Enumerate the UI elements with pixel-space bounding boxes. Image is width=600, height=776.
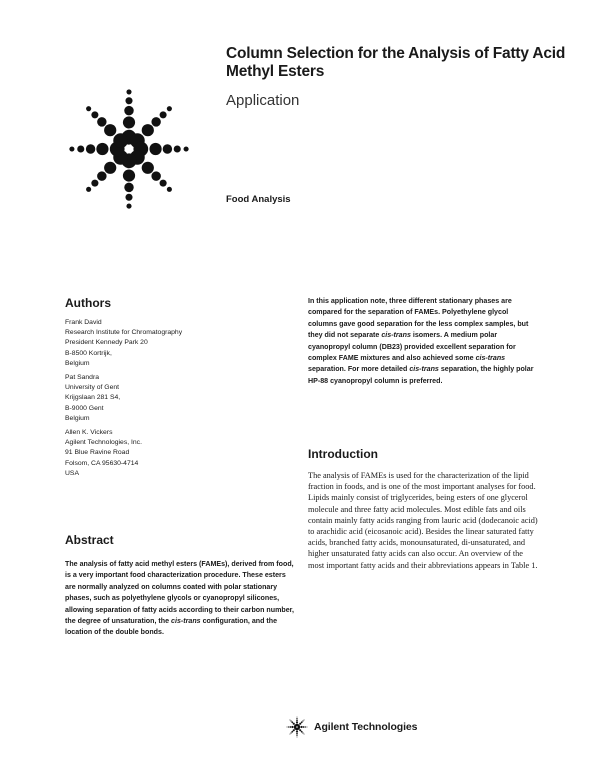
author-affiliation-line: University of Gent <box>65 384 120 392</box>
footer-brand <box>286 716 417 738</box>
author-block <box>65 318 285 369</box>
logo-dot <box>163 144 172 153</box>
logo-dot <box>104 162 116 174</box>
authors-heading: Authors <box>65 296 111 310</box>
logo-dot <box>291 721 293 723</box>
logo-dot <box>167 106 172 111</box>
abstract-heading: Abstract <box>65 533 114 547</box>
logo-dot <box>290 734 291 735</box>
logo-dot <box>301 726 303 728</box>
logo-dot <box>160 111 167 118</box>
author-affiliation-line: Belgium <box>65 414 90 422</box>
logo-dot <box>296 721 298 723</box>
author-name: Pat Sandra <box>65 374 100 382</box>
page-subtitle: Application <box>226 92 300 109</box>
logo-dot <box>288 726 289 727</box>
logo-dot <box>123 116 135 128</box>
logo-dot <box>151 117 160 126</box>
author-affiliation-line: 91 Blue Ravine Road <box>65 449 130 457</box>
introduction-heading: Introduction <box>308 447 378 461</box>
logo-dot <box>104 124 116 136</box>
logo-dot <box>125 97 132 104</box>
logo-dot <box>296 731 298 733</box>
logo-dot <box>123 169 135 181</box>
author-affiliation-line: Krijgslaan 281 S4, <box>65 394 121 402</box>
author-name: Allen K. Vickers <box>65 429 113 437</box>
author-affiliation-line: Agilent Technologies, Inc. <box>65 439 142 447</box>
logo-dot <box>301 731 303 733</box>
logo-dot <box>299 729 301 731</box>
logo-dot <box>149 143 161 155</box>
author-affiliation-line: B-9000 Gent <box>65 404 104 412</box>
author-affiliation-line: B-8500 Kortrijk, <box>65 349 112 357</box>
logo-dot <box>97 117 106 126</box>
logo-dot <box>302 720 303 721</box>
logo-dot <box>96 143 108 155</box>
logo-dot <box>291 731 293 733</box>
logo-dot <box>304 734 305 735</box>
author-name: Frank David <box>65 319 102 326</box>
logo-dot <box>86 144 95 153</box>
author-block <box>65 428 285 479</box>
logo-dot <box>184 146 189 151</box>
logo-dot <box>86 187 91 192</box>
logo-dot <box>296 718 297 719</box>
logo-dot <box>297 737 298 738</box>
logo-dot <box>303 726 305 728</box>
logo-dot <box>142 162 154 174</box>
summary-text: In this application note, three different stationary phases are compared for the separation of FAMEs. Polyethylene glycol columns gave good separation for the less complex samples, but they did not separate cis-trans isomers. A medium polar cyanopropyl column (DB23) provided excellent separation for complex FAME mixtures and also achieved some cis-trans separation. For more detailed cis-trans separation, the highly polar HP-88 cyanopropyl column is preferred. <box>308 297 534 385</box>
logo-dot <box>124 183 133 192</box>
logo-dot <box>69 146 74 151</box>
logo-dot <box>293 723 295 725</box>
author-affiliation-line: USA <box>65 469 79 477</box>
logo-dot <box>302 732 303 733</box>
logo-dot <box>304 720 305 721</box>
logo-dot <box>91 180 98 187</box>
logo-dot <box>86 106 91 111</box>
author-affiliation-line: Folsom, CA 95630-4714 <box>65 459 139 467</box>
logo-dot <box>125 194 132 201</box>
logo-dot <box>299 723 301 725</box>
agilent-spark-logo-icon <box>66 86 192 212</box>
authors-list <box>65 318 285 483</box>
logo-dot <box>294 724 297 727</box>
author-affiliation-line: Belgium <box>65 359 90 367</box>
logo-dot <box>97 171 106 180</box>
logo-dot <box>301 721 303 723</box>
abstract-text: The analysis of fatty acid methyl esters (FAMEs), derived from food, is a very important food characterization procedure. These esters are normally analyzed on columns coated with polar stationary phases, such as polyethylene glycols or cyanopropyl silicones, allowing separation of fatty acids according to their carbon number, the degree of unsaturation, the cis-trans configuration, and the location of the double bonds. <box>65 560 295 637</box>
logo-dot <box>287 727 288 728</box>
logo-dot <box>293 729 295 731</box>
logo-dot <box>124 106 133 115</box>
page-title: Column Selection for the Analysis of Fatty Acid Methyl Esters <box>226 45 566 80</box>
logo-dot <box>307 727 308 728</box>
author-affiliation-line: President Kennedy Park 20 <box>65 339 148 347</box>
agilent-spark-icon <box>286 716 308 738</box>
logo-dot <box>160 180 167 187</box>
logo-dot <box>126 204 131 209</box>
introduction-text: The analysis of FAMEs is used for the characterization of the lipid fraction in foods, and is one of the most important analyses for food. Lipids mainly consist of triglycerides, being esters of one glycerol molecule and three fatty acid molecules. Most edible fats and oils contain mainly fatty acids ranging from lauric acid (dodecanoic acid) to arachidic acid (eicosanoic acid). Besides the linear saturated fatty acids, branched fatty acids, monounsaturated, di-unsaturated, and higher unsaturated fatty acids can also occur. An overview of the most important fatty acids and their abbreviations appears in Table 1. <box>308 471 538 570</box>
logo-dot <box>297 717 298 718</box>
logo-dot <box>290 732 291 733</box>
logo-dot <box>167 187 172 192</box>
brand-name: Agilent Technologies <box>314 721 418 733</box>
logo-dot <box>296 735 297 736</box>
logo-dot <box>289 726 291 728</box>
logo-dot <box>290 720 291 721</box>
logo-dot <box>126 89 131 94</box>
logo-dot <box>91 111 98 118</box>
logo-dot <box>151 171 160 180</box>
logo-dot <box>296 719 298 721</box>
category-label: Food Analysis <box>226 194 291 205</box>
logo-dot <box>113 133 128 148</box>
author-block <box>65 373 285 424</box>
author-affiliation-line: Research Institute for Chromatography <box>65 329 183 337</box>
logo-dot <box>142 124 154 136</box>
logo-dot <box>296 733 298 735</box>
logo-dot <box>291 726 293 728</box>
logo-dot <box>305 726 306 727</box>
logo-dot <box>174 145 181 152</box>
logo-dot <box>290 720 291 721</box>
logo-dot <box>77 145 84 152</box>
